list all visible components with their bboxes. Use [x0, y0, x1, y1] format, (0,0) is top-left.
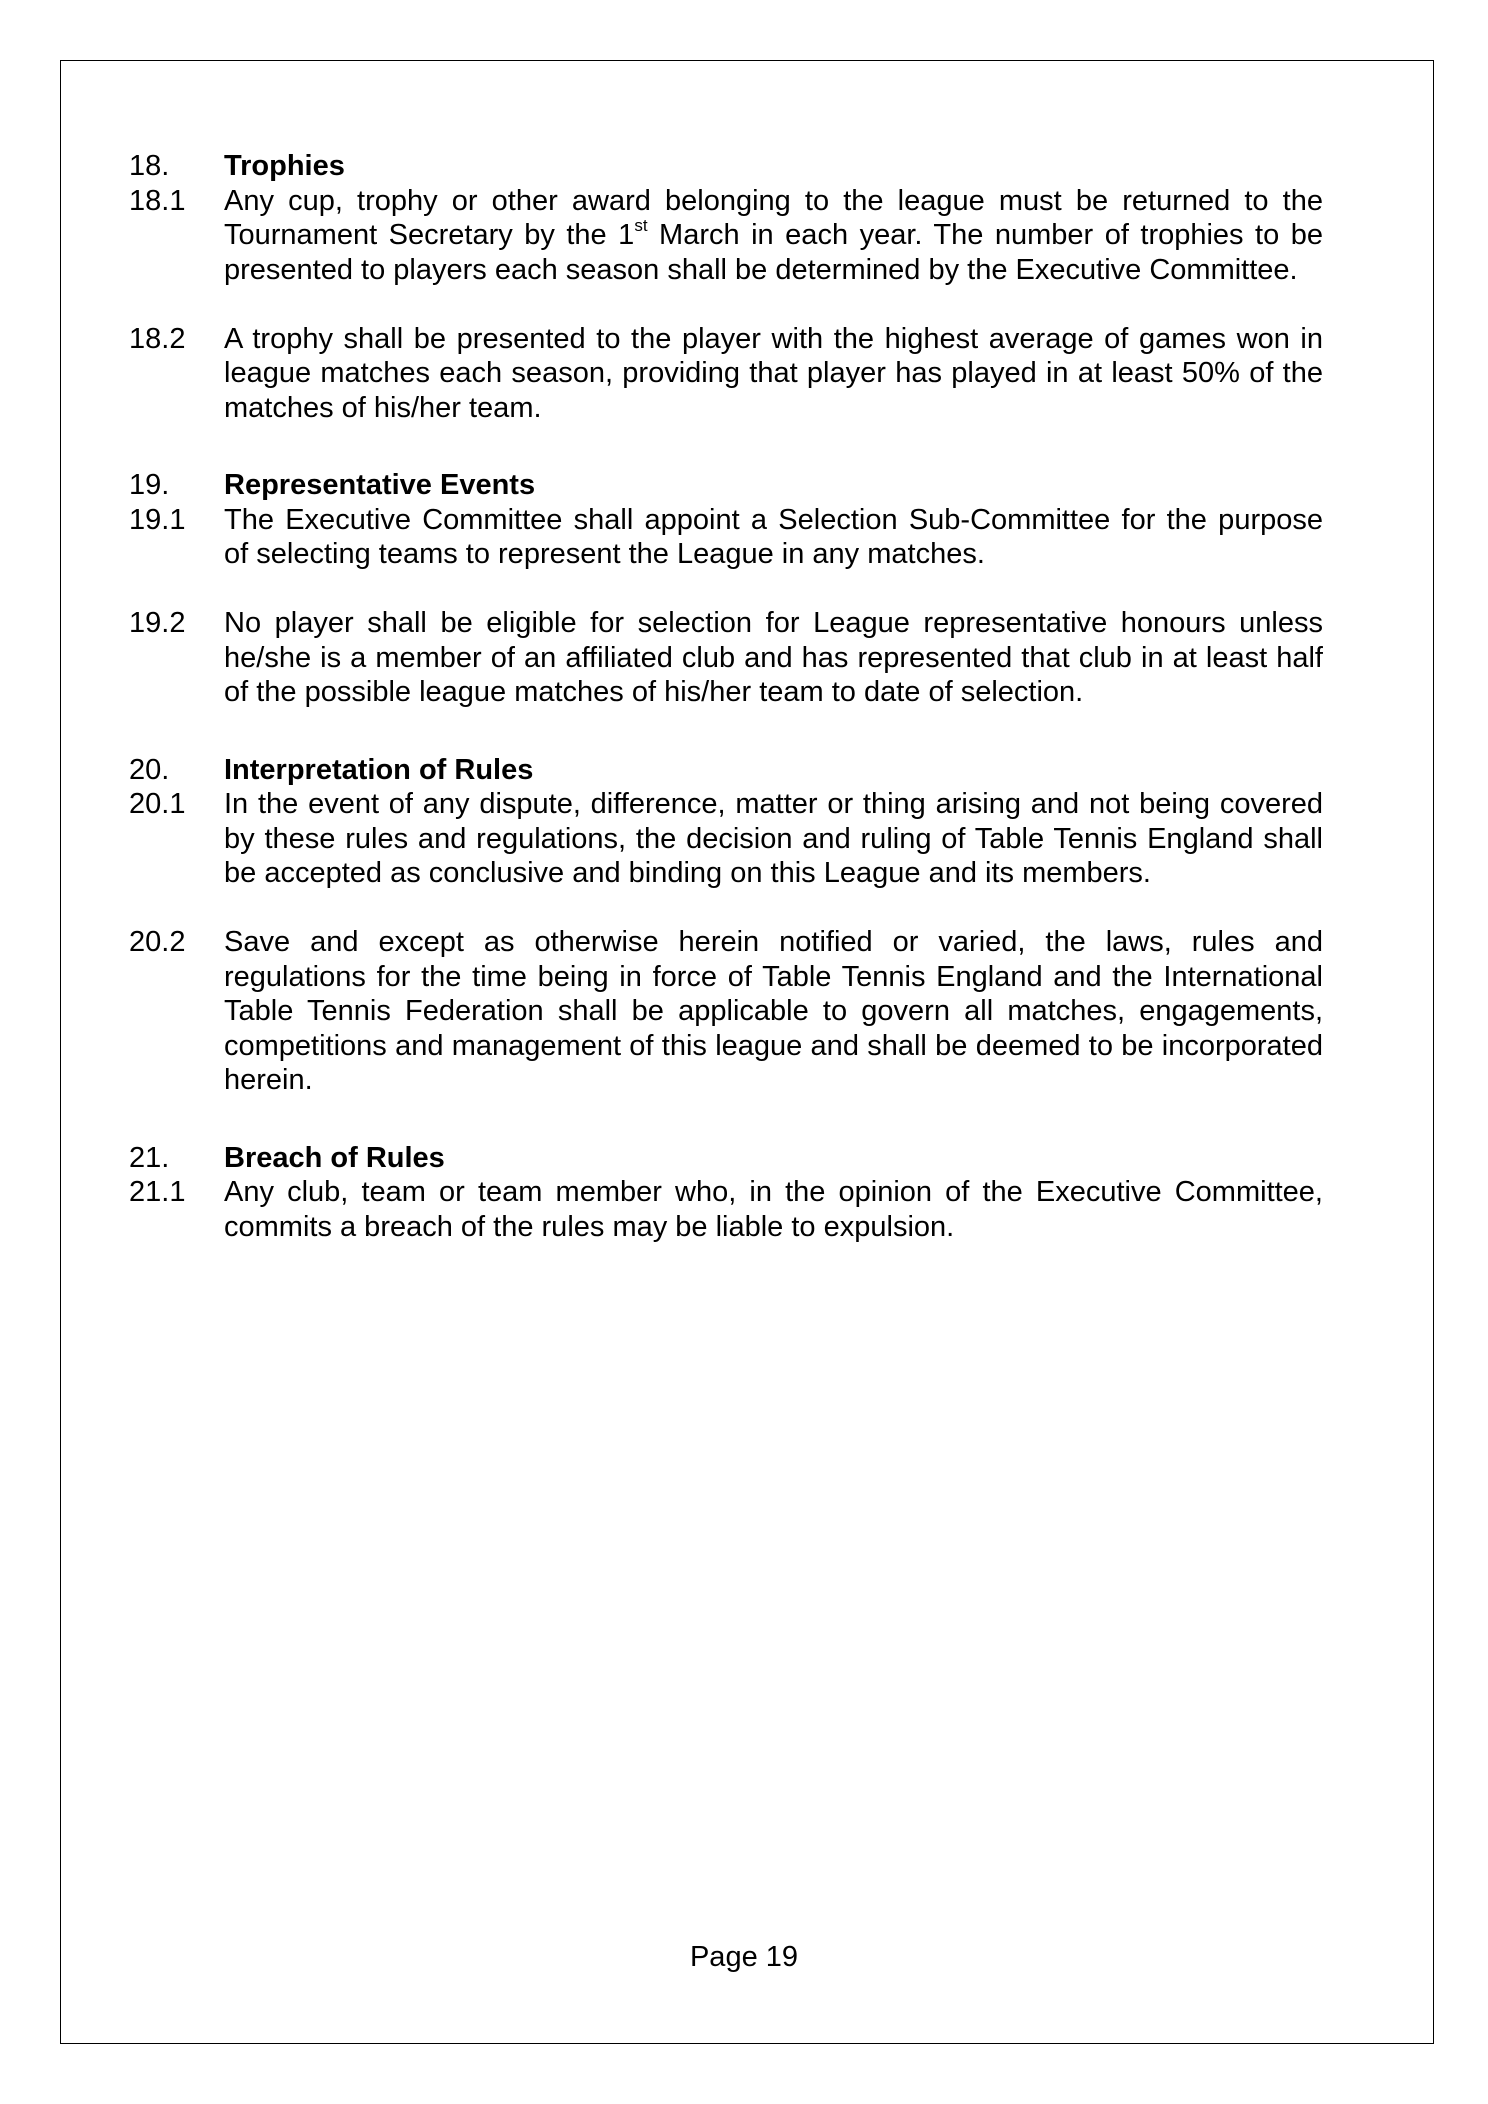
section-number: 21. [129, 1141, 170, 1174]
ordinal-suffix: st [634, 216, 648, 236]
clause-number: 19.1 [129, 503, 186, 536]
clause-text: Any club, team or team member who, in the opinion of the Executive Committee, commits a breach of the rules may be liable to expulsion. [224, 1176, 1323, 1243]
clause-20-2 [129, 925, 1323, 1098]
clause-number: 20.1 [129, 788, 186, 820]
section-number: 18. [129, 150, 170, 182]
clause-18-1 [129, 184, 1323, 288]
clause-number: 18.2 [129, 322, 186, 355]
clause-21-1 [129, 1175, 1323, 1244]
clause-18-2 [129, 322, 1323, 426]
clause-text: No player shall be eligible for selection for League representative honours unless he/she is a member of an affiliated club and has represented that club in at least half of the possible league matches of his/her team to date of selection. [224, 607, 1323, 708]
clause-19-2 [129, 606, 1323, 710]
clause-19-1 [129, 503, 1323, 572]
clause-text-part: March in each year. The number of trophies to be presented to players each season shall be determined by the Executive Committee. [224, 219, 1323, 286]
section-title: Trophies [224, 150, 345, 182]
page-number: Page 19 [689, 1941, 799, 1973]
section-title: Breach of Rules [224, 1141, 445, 1174]
section-19-heading [129, 468, 1323, 503]
section-number: 20. [129, 753, 170, 786]
clause-text [224, 184, 1323, 288]
section-20-heading [129, 753, 1323, 788]
section-title: Representative Events [224, 469, 536, 501]
section-18-heading [129, 149, 1323, 184]
clause-20-1 [129, 787, 1323, 891]
clause-number: 20.2 [129, 926, 186, 958]
clause-text: The Executive Committee shall appoint a Selection Sub-Committee for the purpose of selecting teams to represent the League in any matches. [224, 503, 1323, 570]
clause-number: 21.1 [129, 1176, 186, 1208]
section-21-heading [129, 1141, 1323, 1176]
clause-text-part: Any cup, trophy or other award belonging to the league must be returned to the Tournament Secretary by the 1 [224, 184, 1323, 251]
clause-text: In the event of any dispute, difference, matter or thing arising and not being covered by these rules and regulations, the decision and ruling of Table Tennis England shall be accepted as conclusive and binding on this League and its members. [224, 788, 1323, 889]
document-body [129, 149, 1323, 1244]
section-number: 19. [129, 469, 170, 501]
clause-text: A trophy shall be presented to the player with the highest average of games won in league matches each season, providing that player has played in at least 50% of the matches of his/her team. [224, 322, 1323, 424]
clause-text: Save and except as otherwise herein notified or varied, the laws, rules and regulations for the time being in force of Table Tennis England and the International Table Tennis Federation shall be applicable to govern all matches, engagements, competitions and management of this league and shall be deemed to be incorporated herein. [224, 926, 1323, 1096]
clause-number: 19.2 [129, 607, 186, 639]
section-title: Interpretation of Rules [224, 753, 534, 786]
clause-number: 18.1 [129, 184, 186, 217]
